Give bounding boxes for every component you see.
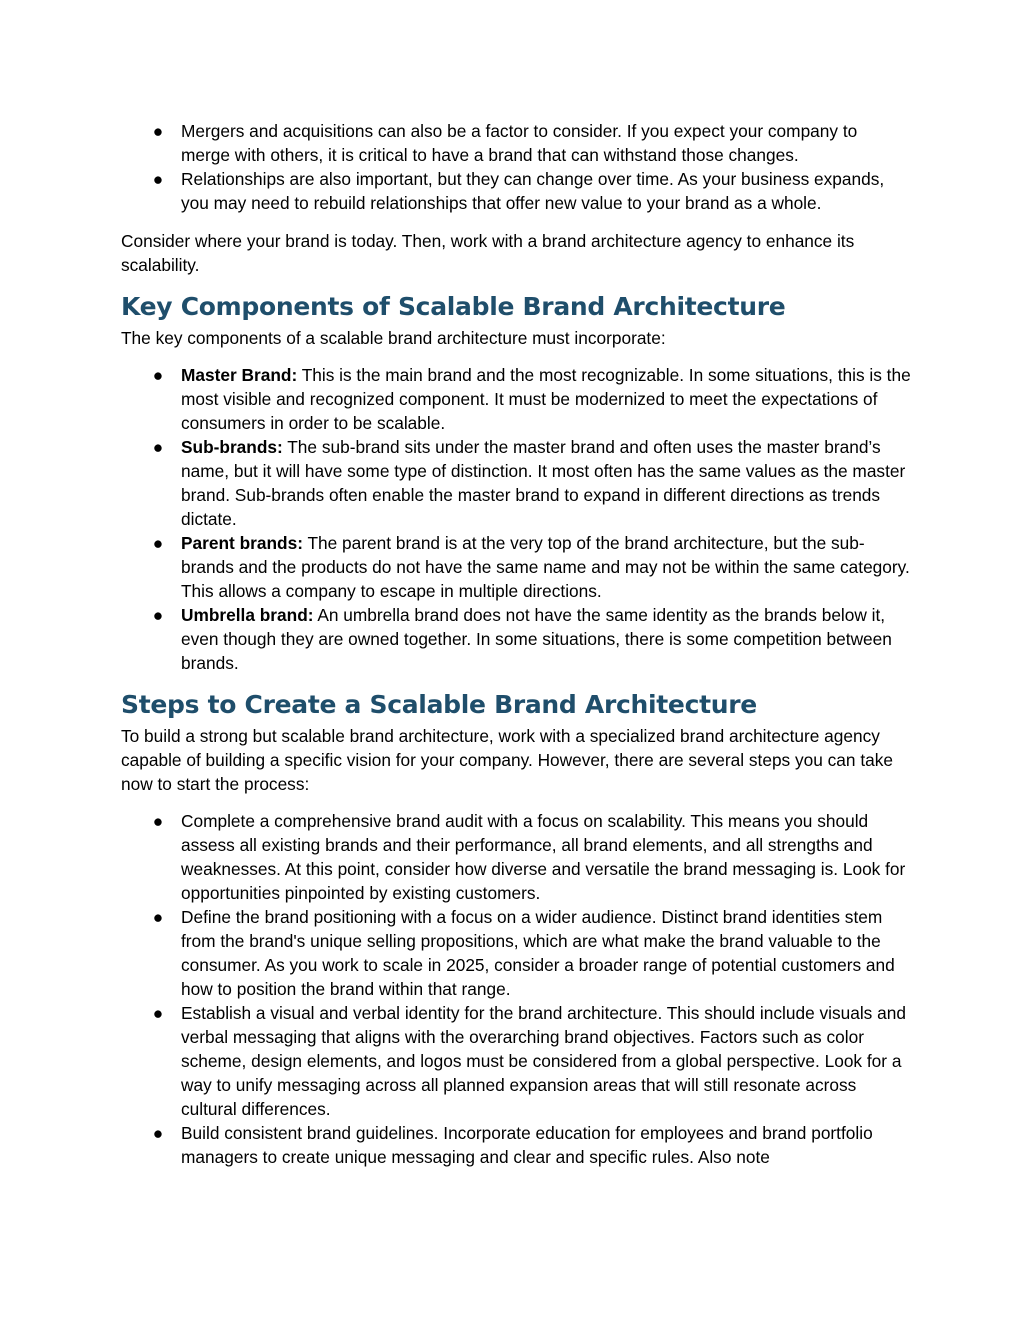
bullet-glyph: ● bbox=[152, 811, 164, 831]
bullet-glyph: ● bbox=[152, 533, 164, 553]
section-lead-steps: To build a strong but scalable brand architecture, work with a specialized brand architecture agency capable of building a specific vision for your company. However, there are several steps you can take now to start the process: bbox=[121, 726, 893, 794]
term-label: Umbrella brand: bbox=[181, 605, 314, 625]
list-item bbox=[121, 363, 911, 435]
list-item-text: Complete a comprehensive brand audit with a focus on scalability. This means you should assess all existing brands and their performance, all brand elements, and all strengths and weaknesses. At this point, consider how diverse and versatile the brand messaging is. Look for opportunities pinpointed by existing customers. bbox=[181, 811, 906, 903]
list-item bbox=[121, 809, 911, 905]
bullet-glyph: ● bbox=[152, 365, 164, 385]
intro-bullet-list bbox=[121, 119, 911, 215]
term-description: An umbrella brand does not have the same identity as the brands below it, even though they are owned together. In some situations, there is some competition between brands. bbox=[181, 605, 892, 673]
term-label: Master Brand: bbox=[181, 365, 298, 385]
term-label: Parent brands: bbox=[181, 533, 303, 553]
bullet-glyph: ● bbox=[152, 437, 164, 457]
bullet-glyph: ● bbox=[152, 121, 164, 141]
list-item-text: Establish a visual and verbal identity for the brand architecture. This should include visuals and verbal messaging that aligns with the overarching brand objectives. Factors such as color scheme, design elements, and logos must be considered from a global perspective. Look for a way to unify messaging across all planned expansion areas that will still resonate across cultural differences. bbox=[181, 1003, 906, 1119]
bullet-glyph: ● bbox=[152, 1003, 164, 1023]
bullet-glyph: ● bbox=[152, 1123, 164, 1143]
bullet-glyph: ● bbox=[152, 605, 164, 625]
term-description: The sub-brand sits under the master brand and often uses the master brand’s name, but it will have some type of distinction. It most often has the same values as the master brand. Sub-brands often enable the master brand to expand in different directions as trends dictate. bbox=[181, 437, 906, 529]
term-description: The parent brand is at the very top of the brand architecture, but the sub-brands and the products do not have the same name and may not be within the same category. This allows a company to escape in multiple directions. bbox=[181, 533, 910, 601]
list-item bbox=[121, 603, 911, 675]
list-item bbox=[121, 167, 911, 215]
term-label: Sub-brands: bbox=[181, 437, 283, 457]
term-description: This is the main brand and the most recognizable. In some situations, this is the most visible and recognized component. It must be modernized to meet the expectations of consumers in order to be scalable. bbox=[181, 365, 911, 433]
steps-list bbox=[121, 809, 911, 1169]
list-item bbox=[121, 1001, 911, 1121]
bullet-glyph: ● bbox=[152, 169, 164, 189]
key-components-list bbox=[121, 363, 911, 675]
section-lead-key-components: The key components of a scalable brand architecture must incorporate: bbox=[121, 328, 666, 348]
list-item bbox=[121, 1121, 911, 1169]
list-item bbox=[121, 119, 911, 167]
section-heading-steps: Steps to Create a Scalable Brand Architecture bbox=[121, 690, 757, 719]
section-heading-key-components: Key Components of Scalable Brand Architecture bbox=[121, 292, 786, 321]
list-item-text: Relationships are also important, but they can change over time. As your business expands, you may need to rebuild relationships that offer new value to your brand as a whole. bbox=[181, 169, 885, 213]
list-item-text: Mergers and acquisitions can also be a factor to consider. If you expect your company to merge with others, it is critical to have a brand that can withstand those changes. bbox=[181, 121, 858, 165]
list-item bbox=[121, 435, 911, 531]
bullet-glyph: ● bbox=[152, 907, 164, 927]
list-item bbox=[121, 905, 911, 1001]
document-page bbox=[121, 119, 911, 1169]
list-item bbox=[121, 531, 911, 603]
list-item-text: Build consistent brand guidelines. Incorporate education for employees and brand portfolio managers to create unique messaging and clear and specific rules. Also note bbox=[181, 1123, 873, 1167]
intro-paragraph: Consider where your brand is today. Then, work with a brand architecture agency to enhance its scalability. bbox=[121, 231, 855, 275]
list-item-text: Define the brand positioning with a focus on a wider audience. Distinct brand identities stem from the brand's unique selling propositions, which are what make the brand valuable to the consumer. As you work to scale in 2025, consider a broader range of potential customers and how to position the brand within that range. bbox=[181, 907, 895, 999]
